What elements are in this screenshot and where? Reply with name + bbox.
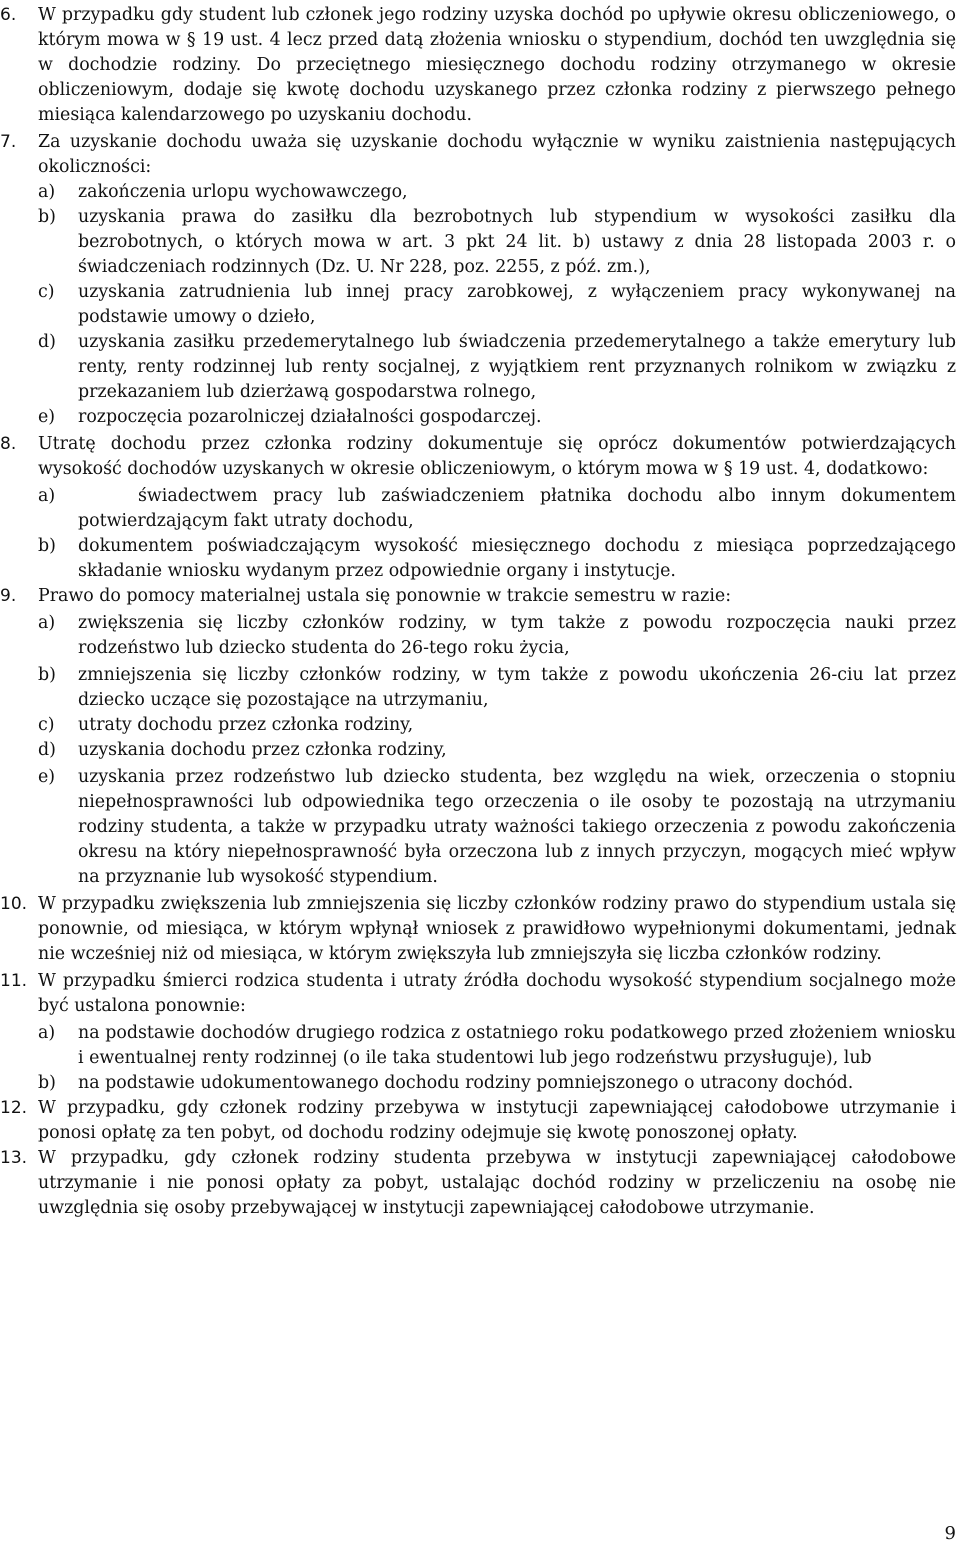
list-item bbox=[38, 663, 956, 713]
paragraph-7 bbox=[0, 130, 956, 430]
paragraph-text: W przypadku, gdy członek rodziny studenta przebywa w instytucji zapewniającej całodobowe utrzymanie i nie ponosi opłaty za pobyt, ustalając dochód rodziny w przeliczeniu na osobę nie uwzględnia się osoby przebywającej w instytucji zapewniającej całodobowe utrzymanie. bbox=[38, 1148, 956, 1218]
item-text: na podstawie dochodów drugiego rodzica z ostatniego roku podatkowego przed złożeniem wniosku i ewentualnej renty rodzinnej (o ile taka studentowi lub jego rodzeństwu przysługuje), lub bbox=[78, 1023, 956, 1068]
paragraph-11 bbox=[0, 969, 956, 1096]
item-label: a) bbox=[38, 1023, 56, 1043]
paragraph-text: Utratę dochodu przez członka rodziny dokumentuje się oprócz dokumentów potwierdzających wysokość dochodów uzyskanych w okresie obliczeniowym, o którym mowa w § 19 ust. 4, dodatkowo: bbox=[38, 434, 956, 479]
paragraph-text: W przypadku gdy student lub członek jego rodziny uzyska dochód po upływie okresu obliczeniowego, o którym mowa w § 19 ust. 4 lecz przed datą złożenia wniosku o stypendium, dochód ten uwzględnia się w dochodzie rodziny. Do przeciętnego miesięcznego dochodu rodziny otrzymanego w okresie obliczeniowym, dodaje się kwotę dochodu uzyskanego przez członka rodziny z pierwszego pełnego miesiąca kalendarzowego po uzyskaniu dochodu. bbox=[38, 5, 956, 125]
paragraph-number: 13. bbox=[0, 1148, 28, 1168]
sub-list bbox=[38, 611, 956, 890]
paragraph-9 bbox=[0, 584, 956, 890]
paragraph-number: 11. bbox=[0, 971, 28, 991]
item-label: e) bbox=[38, 767, 56, 787]
item-text: rozpoczęcia pozarolniczej działalności gospodarczej. bbox=[78, 407, 542, 427]
paragraph-12 bbox=[0, 1096, 956, 1146]
list-item bbox=[38, 180, 956, 205]
paragraph-text: W przypadku zwiększenia lub zmniejszenia się liczby członków rodziny prawo do stypendium ustala się ponownie, od miesiąca, w którym wpłynął wniosek z prawidłowo wypełnionymi dokumentami, jednak nie wcześniej niż od miesiąca, w którym zwiększyła lub zmniejszyła się liczba członków rodziny. bbox=[38, 894, 956, 964]
item-text: zwiększenia się liczby członków rodziny, w tym także z powodu rozpoczęcia nauki przez rodzeństwo lub dziecko studenta do 26-tego roku życia, bbox=[78, 613, 956, 658]
regulation-list bbox=[0, 3, 956, 1221]
item-text: na podstawie udokumentowanego dochodu rodziny pomniejszonego o utracony dochód. bbox=[78, 1073, 854, 1093]
item-text: uzyskania zatrudnienia lub innej pracy zarobkowej, z wyłączeniem pracy wykonywanej na podstawie umowy o dzieło, bbox=[78, 282, 956, 327]
list-item bbox=[38, 280, 956, 330]
item-label: d) bbox=[38, 740, 56, 760]
paragraph-number: 9. bbox=[0, 586, 17, 606]
list-item bbox=[38, 405, 956, 430]
sub-list bbox=[38, 1021, 956, 1096]
list-item bbox=[38, 534, 956, 584]
item-label: d) bbox=[38, 332, 56, 352]
paragraph-text: Prawo do pomocy materialnej ustala się ponownie w trakcie semestru w razie: bbox=[38, 586, 732, 606]
paragraph-number: 10. bbox=[0, 894, 28, 914]
item-label: c) bbox=[38, 715, 55, 735]
item-label: b) bbox=[38, 1073, 56, 1093]
list-item bbox=[38, 611, 956, 661]
item-text: uzyskania przez rodzeństwo lub dziecko studenta, bez względu na wiek, orzeczenia o stopniu niepełnosprawności lub odpowiednika tego orzeczenia o ile osoby te pozostają na utrzymaniu rodziny studenta, a także w przypadku utraty ważności takiego orzeczenia z powodu zakończenia okresu na który niepełnosprawność była orzeczona lub z innych przyczyn, mogących mieć wpływ na przyznanie lub wysokość stypendium. bbox=[78, 767, 956, 887]
item-label: a) bbox=[38, 613, 56, 633]
page-number: 9 bbox=[944, 1523, 956, 1544]
item-label: a) bbox=[38, 486, 56, 506]
item-text: dokumentem poświadczającym wysokość miesięcznego dochodu z miesiąca poprzedzającego składanie wniosku wydanym przez odpowiednie organy i instytucje. bbox=[78, 536, 956, 581]
paragraph-6 bbox=[0, 3, 956, 128]
paragraph-number: 12. bbox=[0, 1098, 28, 1118]
paragraph-10 bbox=[0, 892, 956, 967]
list-item bbox=[38, 205, 956, 280]
list-item bbox=[38, 765, 956, 890]
sub-list bbox=[38, 180, 956, 430]
item-label: b) bbox=[38, 665, 56, 685]
item-text: świadectwem pracy lub zaświadczeniem płatnika dochodu albo innym dokumentem potwierdzającym fakt utraty dochodu, bbox=[78, 486, 956, 531]
paragraph-text: W przypadku, gdy członek rodziny przebywa w instytucji zapewniającej całodobowe utrzymanie i ponosi opłatę za ten pobyt, od dochodu rodziny odejmuje się kwotę ponoszonej opłaty. bbox=[38, 1098, 956, 1143]
item-text: uzyskania dochodu przez członka rodziny, bbox=[78, 740, 447, 760]
item-text: uzyskania zasiłku przedemerytalnego lub świadczenia przedemerytalnego a także emerytury lub renty, renty rodzinnej lub renty socjalnej, z wyjątkiem rent przyznanych rolnikom w związku z przekazaniem lub dzierżawą gospodarstwa rolnego, bbox=[78, 332, 956, 402]
paragraph-number: 6. bbox=[0, 5, 17, 25]
item-text: zakończenia urlopu wychowawczego, bbox=[78, 182, 408, 202]
item-label: a) bbox=[38, 182, 56, 202]
list-item bbox=[38, 330, 956, 405]
paragraph-number: 8. bbox=[0, 434, 17, 454]
sub-list bbox=[38, 484, 956, 584]
paragraph-13 bbox=[0, 1146, 956, 1221]
item-text: zmniejszenia się liczby członków rodziny, w tym także z powodu ukończenia 26-ciu lat przez dziecko uczące się pozostające na utrzymaniu, bbox=[78, 665, 956, 710]
paragraph-number: 7. bbox=[0, 132, 17, 152]
item-label: b) bbox=[38, 207, 56, 227]
list-item bbox=[38, 1021, 956, 1071]
list-item bbox=[38, 738, 956, 763]
item-text: utraty dochodu przez członka rodziny, bbox=[78, 715, 414, 735]
item-text: uzyskania prawa do zasiłku dla bezrobotnych lub stypendium w wysokości zasiłku dla bezrobotnych, o których mowa w art. 3 pkt 24 lit. b) ustawy z dnia 28 listopada 2003 r. o świadczeniach rodzinnych (Dz. U. Nr 228, poz. 2255, z póź. zm.), bbox=[78, 207, 956, 277]
list-item bbox=[38, 713, 956, 738]
paragraph-8 bbox=[0, 432, 956, 584]
item-label: e) bbox=[38, 407, 56, 427]
paragraph-text: W przypadku śmierci rodzica studenta i utraty źródła dochodu wysokość stypendium socjalnego może być ustalona ponownie: bbox=[38, 971, 956, 1016]
item-label: c) bbox=[38, 282, 55, 302]
list-item bbox=[38, 1071, 956, 1096]
list-item bbox=[38, 484, 956, 534]
item-label: b) bbox=[38, 536, 56, 556]
paragraph-text: Za uzyskanie dochodu uważa się uzyskanie dochodu wyłącznie w wyniku zaistnienia następujących okoliczności: bbox=[38, 132, 956, 177]
